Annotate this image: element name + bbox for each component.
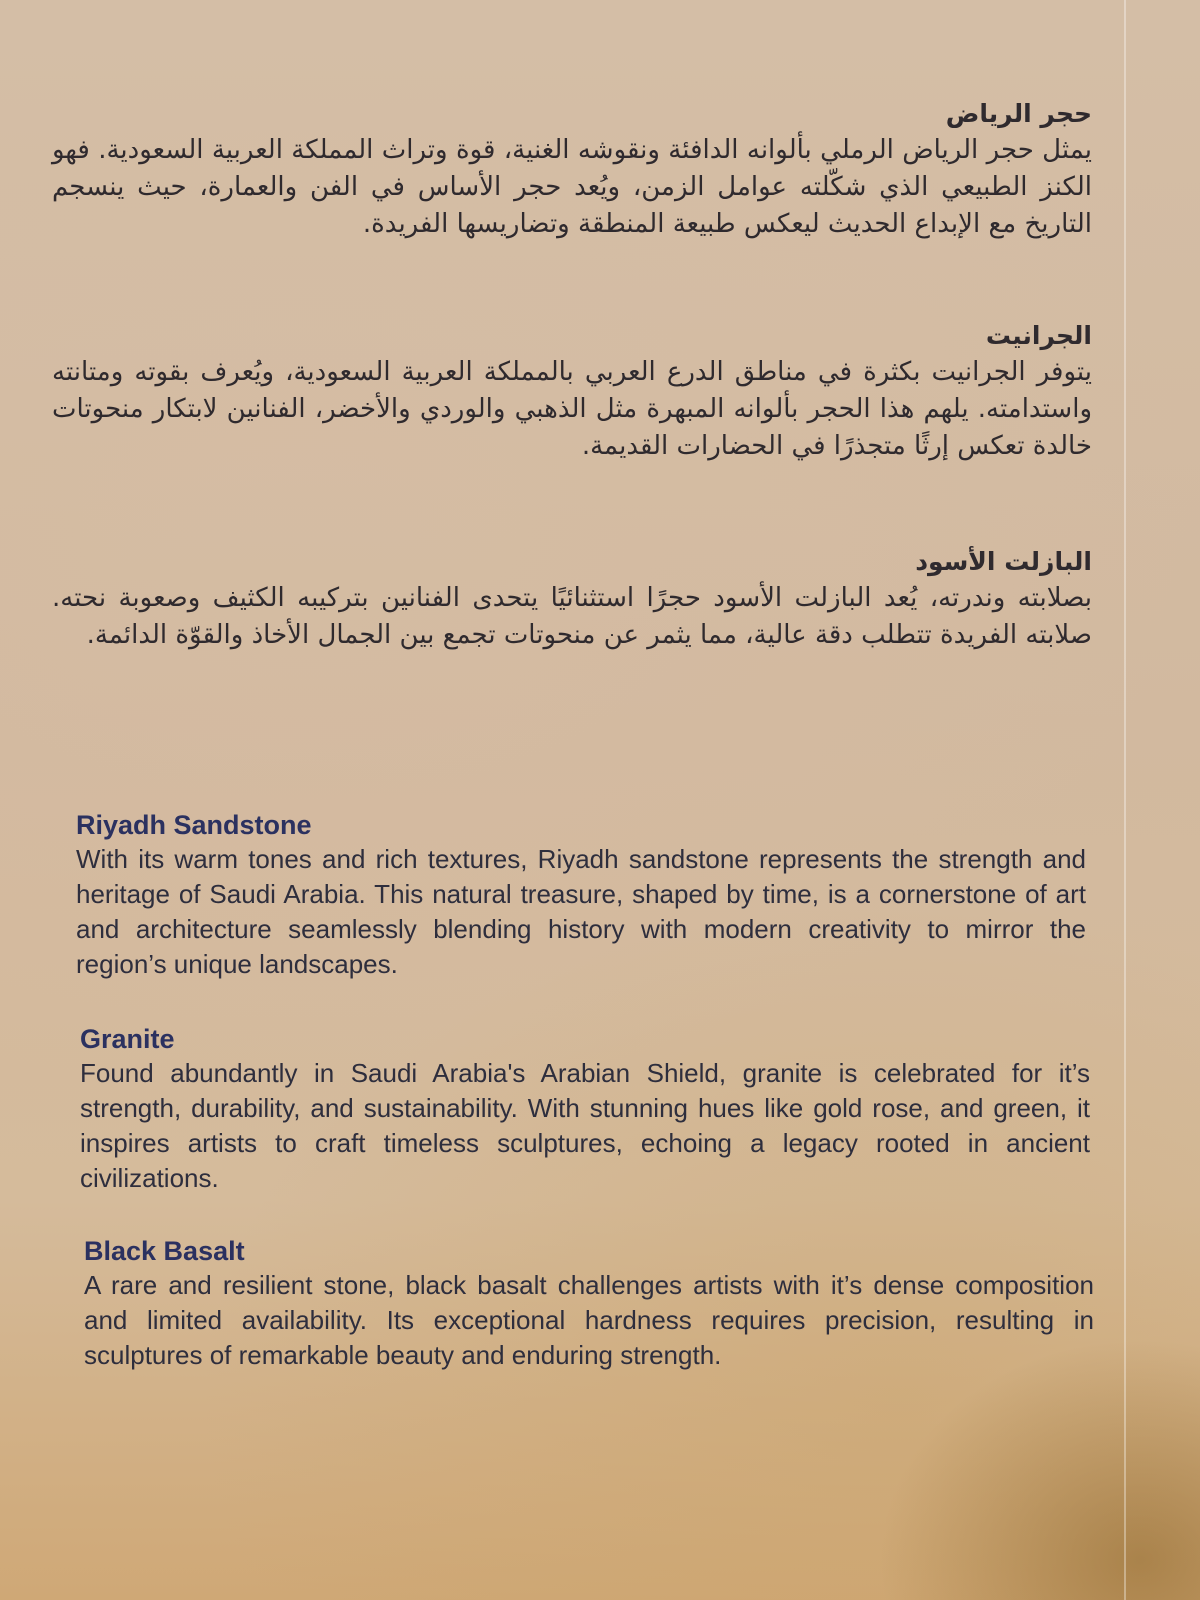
english-section-granite [80,1022,1090,1196]
english-section-title: Riyadh Sandstone [76,810,312,840]
arabic-section-black-basalt [52,544,1092,654]
arabic-section-body: يمثل حجر الرياض الرملي بألوانه الدافئة ونقوشه الغنية، قوة وتراث المملكة العربية السعودية. فهو الكنز الطبيعي الذي شكّلته عوامل الزمن، ويُعد حجر الأساس في الفن والعمارة، حيث ينسجم التاريخ مع الإبداع الحديث ليعكس طبيعة المنطقة وتضاريسها الفريدة. [52,135,1092,239]
arabic-section-body: يتوفر الجرانيت بكثرة في مناطق الدرع العربي بالمملكة العربية السعودية، ويُعرف بقوته ومتانته واستدامته. يلهم هذا الحجر بألوانه المبهرة مثل الذهبي والوردي والأخضر، الفنانين لابتكار منحوتات خالدة تعكس إرثًا متجذرًا في الحضارات القديمة. [52,357,1092,461]
arabic-section-title: الجرانيت [985,321,1092,350]
english-section-body: A rare and resilient stone, black basalt challenges artists with it’s dense composition and limited availability. Its exceptional hardness requires precision, resulting in sculptures of remarkable beauty and enduring strength. [84,1270,1094,1370]
arabic-section-riyadh-sandstone [52,96,1092,243]
panel-edge [1124,0,1126,1600]
english-section-title: Black Basalt [84,1236,245,1266]
arabic-section-granite [52,318,1092,465]
english-section-title: Granite [80,1024,175,1054]
english-section-body: With its warm tones and rich textures, Riyadh sandstone represents the strength and heritage of Saudi Arabia. This natural treasure, shaped by time, is a cornerstone of art and architecture seamlessly blending history with modern creativity to mirror the region’s unique landscapes. [76,844,1086,979]
english-section-body: Found abundantly in Saudi Arabia's Arabian Shield, granite is celebrated for it’s strength, durability, and sustainability. With stunning hues like gold rose, and green, it inspires artists to craft timeless sculptures, echoing a legacy rooted in ancient civilizations. [80,1058,1090,1193]
arabic-section-title: حجر الرياض [945,99,1092,128]
english-section-black-basalt [84,1234,1094,1373]
arabic-section-title: البازلت الأسود [915,547,1092,576]
english-section-riyadh-sandstone [76,808,1086,982]
arabic-section-body: بصلابته وندرته، يُعد البازلت الأسود حجرًا استثنائيًا يتحدى الفنانين بتركيبه الكثيف وصعوبة نحته. صلابته الفريدة تتطلب دقة عالية، مما يثمر عن منحوتات تجمع بين الجمال الأخاذ والقوّة الدائمة. [52,583,1092,650]
